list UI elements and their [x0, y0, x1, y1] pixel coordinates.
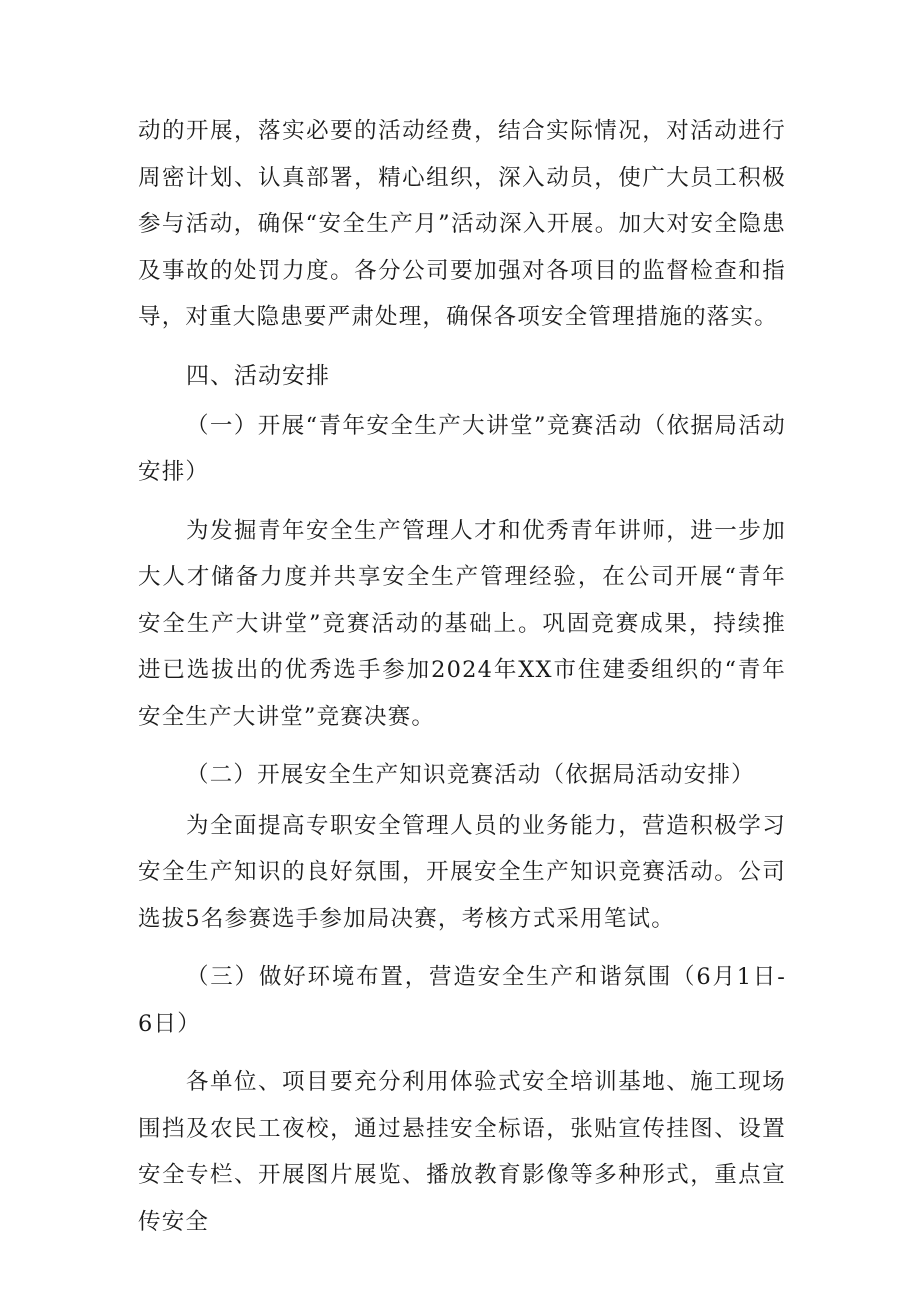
document-body	[138, 108, 786, 1245]
paragraph-youth-lecture: 为发掘青年安全生产管理人才和优秀青年讲师，进一步加大人才储备力度并共享安全生产管理经验，在公司开展“青年安全生产大讲堂”竞赛活动的基础上。巩固竞赛成果，持续推进已选拔出的优秀选手参加2024年XX市住建委组织的“青年安全生产大讲堂”竞赛决赛。	[138, 517, 786, 730]
subsection-heading-knowledge-contest: （二）开展安全生产知识竞赛活动（依据局活动安排）	[186, 762, 755, 788]
subsection-heading-environment-setup: （三）做好环境布置，营造安全生产和谐氛围（6月1日-6日）	[138, 964, 786, 1037]
paragraph-knowledge-contest: 为全面提高专职安全管理人员的业务能力，营造积极学习安全生产知识的良好氛围，开展安全生产知识竞赛活动。公司选拔5名参赛选手参加局决赛，考核方式采用笔试。	[138, 812, 786, 932]
section-heading-activity-arrangement: 四、活动安排	[186, 362, 330, 389]
subsection-heading-youth-lecture: （一）开展“青年安全生产大讲堂”竞赛活动（依据局活动安排）	[138, 412, 786, 485]
paragraph-environment-setup: 各单位、项目要充分利用体验式安全培训基地、施工现场围挡及农民工夜校，通过悬挂安全标语，张贴宣传挂图、设置安全专栏、开展图片展览、播放教育影像等多种形式，重点宣传安全	[138, 1069, 786, 1235]
paragraph-continuation: 动的开展，落实必要的活动经费，结合实际情况，对活动进行周密计划、认真部署，精心组织，深入动员，使广大员工积极参与活动，确保“安全生产月”活动深入开展。加大对安全隐患及事故的处罚力度。各分公司要加强对各项目的监督检查和指导，对重大隐患要严肃处理，确保各项安全管理措施的落实。	[138, 118, 786, 330]
